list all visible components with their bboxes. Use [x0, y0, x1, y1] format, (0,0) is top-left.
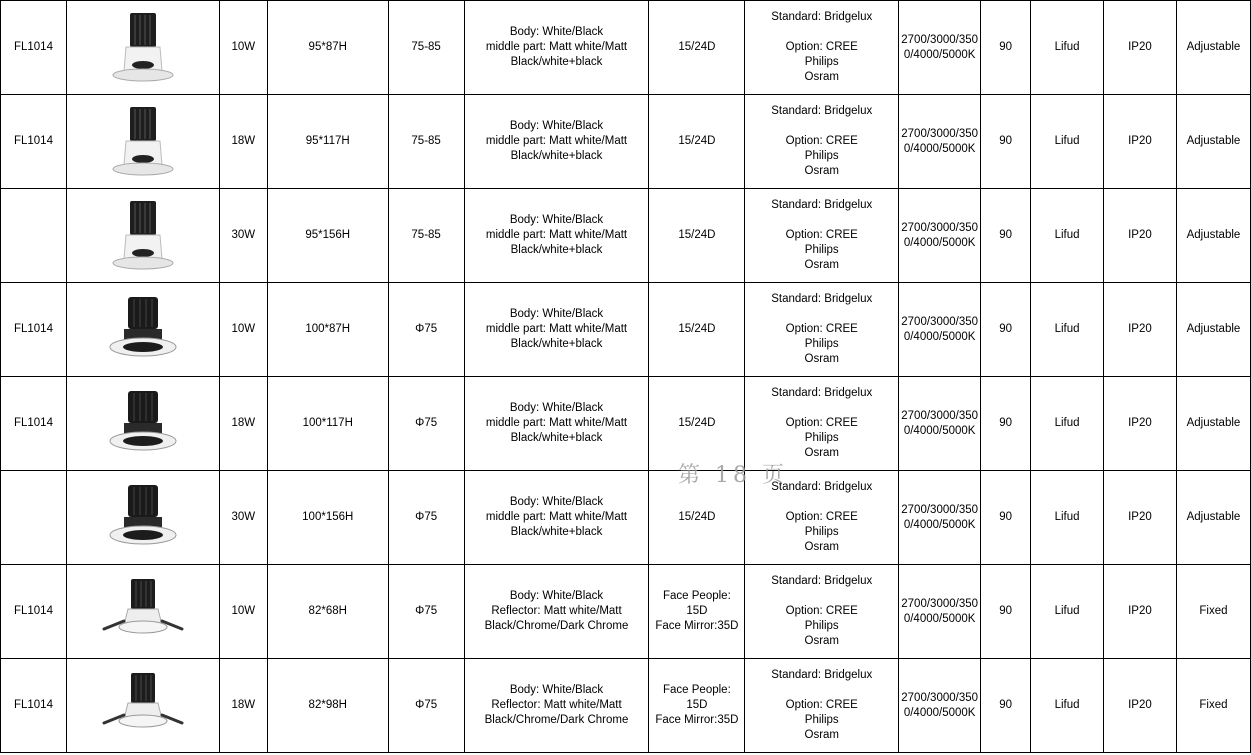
product-image-cell	[66, 377, 219, 471]
chip-spacer	[747, 213, 896, 228]
cri-cell: 90	[981, 95, 1031, 189]
beam-line: 15/24D	[678, 511, 716, 523]
downlight-product-image	[69, 479, 217, 557]
finish-description-cell	[464, 95, 649, 189]
power-cell: 30W	[219, 471, 267, 565]
size-cell: 82*98H	[267, 659, 388, 753]
table-row	[1, 659, 1251, 753]
cct-line: 2700/3000/350	[901, 33, 979, 46]
cutout-cell: Φ75	[388, 565, 464, 659]
led-chip-cell	[745, 189, 899, 283]
led-chip-cell	[745, 659, 899, 753]
finish-description-cell	[464, 565, 649, 659]
chip-option: Osram	[804, 71, 839, 83]
led-chip-cell	[745, 377, 899, 471]
beam-line: 15/24D	[678, 41, 716, 53]
beam-line: Face Mirror:35D	[655, 714, 739, 726]
size-cell: 100*117H	[267, 377, 388, 471]
chip-option: Option: CREE	[785, 135, 858, 147]
product-image-cell	[66, 95, 219, 189]
chip-option: Osram	[804, 165, 839, 177]
chip-standard: Standard: Bridgelux	[771, 387, 873, 399]
finish-line: Black/white+black	[510, 526, 603, 538]
cct-cell	[899, 565, 981, 659]
table-row	[1, 95, 1251, 189]
downlight-product-image	[69, 385, 217, 463]
product-image-cell	[66, 659, 219, 753]
beam-line: Face People: 15D	[663, 590, 731, 617]
table-row	[1, 189, 1251, 283]
chip-option: Philips	[804, 526, 839, 538]
driver-cell: Lifud	[1031, 659, 1104, 753]
driver-cell: Lifud	[1031, 189, 1104, 283]
chip-standard: Standard: Bridgelux	[771, 105, 873, 117]
adjustability-cell: Adjustable	[1176, 377, 1250, 471]
power-cell: 18W	[219, 377, 267, 471]
cutout-cell: Φ75	[388, 471, 464, 565]
cct-line: 0/4000/5000K	[903, 612, 976, 625]
cct-line: 2700/3000/350	[901, 409, 979, 422]
adjustability-cell: Adjustable	[1176, 189, 1250, 283]
cutout-cell: 75-85	[388, 1, 464, 95]
chip-standard: Standard: Bridgelux	[771, 11, 873, 23]
chip-option: Osram	[804, 353, 839, 365]
chip-option: Option: CREE	[785, 605, 858, 617]
downlight-product-image	[69, 573, 217, 651]
cct-line: 2700/3000/350	[901, 503, 979, 516]
product-image-cell	[66, 189, 219, 283]
cri-cell: 90	[981, 189, 1031, 283]
adjustability-cell: Adjustable	[1176, 471, 1250, 565]
ip-rating-cell: IP20	[1104, 189, 1177, 283]
chip-standard: Standard: Bridgelux	[771, 669, 873, 681]
ip-rating-cell: IP20	[1104, 565, 1177, 659]
chip-standard: Standard: Bridgelux	[771, 199, 873, 211]
cri-cell: 90	[981, 471, 1031, 565]
table-row	[1, 471, 1251, 565]
cct-line: 2700/3000/350	[901, 315, 979, 328]
cct-line: 2700/3000/350	[901, 691, 979, 704]
finish-line: Black/white+black	[510, 338, 603, 350]
finish-line: Black/white+black	[510, 432, 603, 444]
downlight-product-image	[69, 9, 217, 87]
chip-option: Option: CREE	[785, 229, 858, 241]
ip-rating-cell: IP20	[1104, 1, 1177, 95]
finish-line: Body: White/Black	[509, 496, 604, 508]
driver-cell: Lifud	[1031, 283, 1104, 377]
finish-description-cell	[464, 659, 649, 753]
beam-angle-cell	[649, 1, 745, 95]
chip-option: Option: CREE	[785, 41, 858, 53]
downlight-product-image	[69, 667, 217, 745]
adjustability-cell: Adjustable	[1176, 283, 1250, 377]
chip-option: Philips	[804, 150, 839, 162]
power-cell: 30W	[219, 189, 267, 283]
table-row	[1, 1, 1251, 95]
chip-spacer	[747, 307, 896, 322]
model-cell: FL1014	[1, 565, 67, 659]
cct-line: 2700/3000/350	[901, 221, 979, 234]
cri-cell: 90	[981, 283, 1031, 377]
chip-option: Philips	[804, 620, 839, 632]
cct-cell	[899, 659, 981, 753]
finish-line: Black/Chrome/Dark Chrome	[484, 620, 629, 632]
finish-line: middle part: Matt white/Matt	[485, 511, 628, 523]
downlight-product-image	[69, 197, 217, 275]
beam-line: Face Mirror:35D	[655, 620, 739, 632]
finish-line: middle part: Matt white/Matt	[485, 229, 628, 241]
finish-description-cell	[464, 189, 649, 283]
product-image-cell	[66, 1, 219, 95]
finish-line: Black/Chrome/Dark Chrome	[484, 714, 629, 726]
finish-description-cell	[464, 283, 649, 377]
adjustability-cell: Fixed	[1176, 659, 1250, 753]
beam-angle-cell	[649, 565, 745, 659]
finish-line: Body: White/Black	[509, 26, 604, 38]
finish-line: Body: White/Black	[509, 214, 604, 226]
adjustability-cell: Fixed	[1176, 565, 1250, 659]
chip-spacer	[747, 119, 896, 134]
downlight-product-image	[69, 103, 217, 181]
chip-option: Osram	[804, 635, 839, 647]
finish-line: middle part: Matt white/Matt	[485, 135, 628, 147]
cutout-cell: 75-85	[388, 95, 464, 189]
finish-line: Body: White/Black	[509, 590, 604, 602]
cct-cell	[899, 189, 981, 283]
driver-cell: Lifud	[1031, 471, 1104, 565]
finish-line: Black/white+black	[510, 244, 603, 256]
size-cell: 82*68H	[267, 565, 388, 659]
driver-cell: Lifud	[1031, 565, 1104, 659]
model-cell: FL1014	[1, 95, 67, 189]
power-cell: 18W	[219, 95, 267, 189]
model-cell: FL1014	[1, 659, 67, 753]
beam-angle-cell	[649, 95, 745, 189]
ip-rating-cell: IP20	[1104, 471, 1177, 565]
cutout-cell: Φ75	[388, 377, 464, 471]
cct-line: 0/4000/5000K	[903, 518, 976, 531]
cri-cell: 90	[981, 377, 1031, 471]
beam-angle-cell	[649, 189, 745, 283]
model-cell: FL1014	[1, 283, 67, 377]
cct-cell	[899, 471, 981, 565]
model-cell	[1, 189, 67, 283]
cct-line: 2700/3000/350	[901, 127, 979, 140]
finish-line: Body: White/Black	[509, 684, 604, 696]
ip-rating-cell: IP20	[1104, 283, 1177, 377]
finish-line: middle part: Matt white/Matt	[485, 323, 628, 335]
finish-description-cell	[464, 377, 649, 471]
page-number-watermark: 第 18 页	[678, 463, 788, 488]
adjustability-cell: Adjustable	[1176, 95, 1250, 189]
power-cell: 10W	[219, 1, 267, 95]
finish-description-cell	[464, 471, 649, 565]
cct-line: 0/4000/5000K	[903, 48, 976, 61]
finish-line: Body: White/Black	[509, 308, 604, 320]
chip-option: Osram	[804, 447, 839, 459]
product-image-cell	[66, 565, 219, 659]
beam-line: 15/24D	[678, 417, 716, 429]
chip-spacer	[747, 683, 896, 698]
chip-spacer	[747, 25, 896, 40]
cutout-cell: Φ75	[388, 659, 464, 753]
finish-description-cell	[464, 1, 649, 95]
beam-line: 15/24D	[678, 323, 716, 335]
beam-angle-cell	[649, 283, 745, 377]
cct-line: 0/4000/5000K	[903, 706, 976, 719]
beam-angle-cell	[649, 377, 745, 471]
chip-option: Philips	[804, 432, 839, 444]
product-image-cell	[66, 471, 219, 565]
chip-spacer	[747, 401, 896, 416]
led-chip-cell	[745, 1, 899, 95]
cutout-cell: 75-85	[388, 189, 464, 283]
beam-angle-cell	[649, 471, 745, 565]
product-image-cell	[66, 283, 219, 377]
led-chip-cell	[745, 283, 899, 377]
finish-line: Reflector: Matt white/Matt	[491, 699, 622, 711]
cct-cell	[899, 377, 981, 471]
chip-option: Option: CREE	[785, 511, 858, 523]
adjustability-cell: Adjustable	[1176, 1, 1250, 95]
cct-cell	[899, 1, 981, 95]
power-cell: 10W	[219, 283, 267, 377]
driver-cell: Lifud	[1031, 377, 1104, 471]
chip-option: Philips	[804, 244, 839, 256]
chip-option: Philips	[804, 56, 839, 68]
led-chip-cell	[745, 565, 899, 659]
cri-cell: 90	[981, 1, 1031, 95]
chip-option: Osram	[804, 729, 839, 741]
cct-line: 0/4000/5000K	[903, 424, 976, 437]
beam-line: 15/24D	[678, 135, 716, 147]
chip-option: Option: CREE	[785, 699, 858, 711]
finish-line: middle part: Matt white/Matt	[485, 417, 628, 429]
cct-line: 0/4000/5000K	[903, 142, 976, 155]
model-cell: FL1014	[1, 1, 67, 95]
size-cell: 100*156H	[267, 471, 388, 565]
beam-line: Face People: 15D	[663, 684, 731, 711]
chip-option: Option: CREE	[785, 323, 858, 335]
led-chip-cell	[745, 471, 899, 565]
table-row	[1, 377, 1251, 471]
cct-cell	[899, 283, 981, 377]
downlight-product-image	[69, 291, 217, 369]
size-cell: 95*117H	[267, 95, 388, 189]
chip-option: Philips	[804, 714, 839, 726]
model-cell	[1, 471, 67, 565]
ip-rating-cell: IP20	[1104, 95, 1177, 189]
chip-option: Osram	[804, 259, 839, 271]
finish-line: Body: White/Black	[509, 402, 604, 414]
size-cell: 100*87H	[267, 283, 388, 377]
driver-cell: Lifud	[1031, 1, 1104, 95]
finish-line: Body: White/Black	[509, 120, 604, 132]
cct-line: 0/4000/5000K	[903, 236, 976, 249]
cct-line: 0/4000/5000K	[903, 330, 976, 343]
chip-spacer	[747, 495, 896, 510]
cutout-cell: Φ75	[388, 283, 464, 377]
finish-line: Black/white+black	[510, 150, 603, 162]
ip-rating-cell: IP20	[1104, 377, 1177, 471]
cri-cell: 90	[981, 565, 1031, 659]
chip-option: Osram	[804, 541, 839, 553]
chip-spacer	[747, 589, 896, 604]
chip-standard: Standard: Bridgelux	[771, 293, 873, 305]
led-chip-cell	[745, 95, 899, 189]
finish-line: middle part: Matt white/Matt	[485, 41, 628, 53]
size-cell: 95*156H	[267, 189, 388, 283]
chip-standard: Standard: Bridgelux	[771, 481, 873, 493]
size-cell: 95*87H	[267, 1, 388, 95]
chip-option: Option: CREE	[785, 417, 858, 429]
table-row	[1, 565, 1251, 659]
finish-line: Reflector: Matt white/Matt	[491, 605, 622, 617]
power-cell: 10W	[219, 565, 267, 659]
beam-line: 15/24D	[678, 229, 716, 241]
power-cell: 18W	[219, 659, 267, 753]
finish-line: Black/white+black	[510, 56, 603, 68]
ip-rating-cell: IP20	[1104, 659, 1177, 753]
cct-cell	[899, 95, 981, 189]
chip-option: Philips	[804, 338, 839, 350]
model-cell: FL1014	[1, 377, 67, 471]
cct-line: 2700/3000/350	[901, 597, 979, 610]
chip-standard: Standard: Bridgelux	[771, 575, 873, 587]
beam-angle-cell	[649, 659, 745, 753]
driver-cell: Lifud	[1031, 95, 1104, 189]
table-row	[1, 283, 1251, 377]
cri-cell: 90	[981, 659, 1031, 753]
